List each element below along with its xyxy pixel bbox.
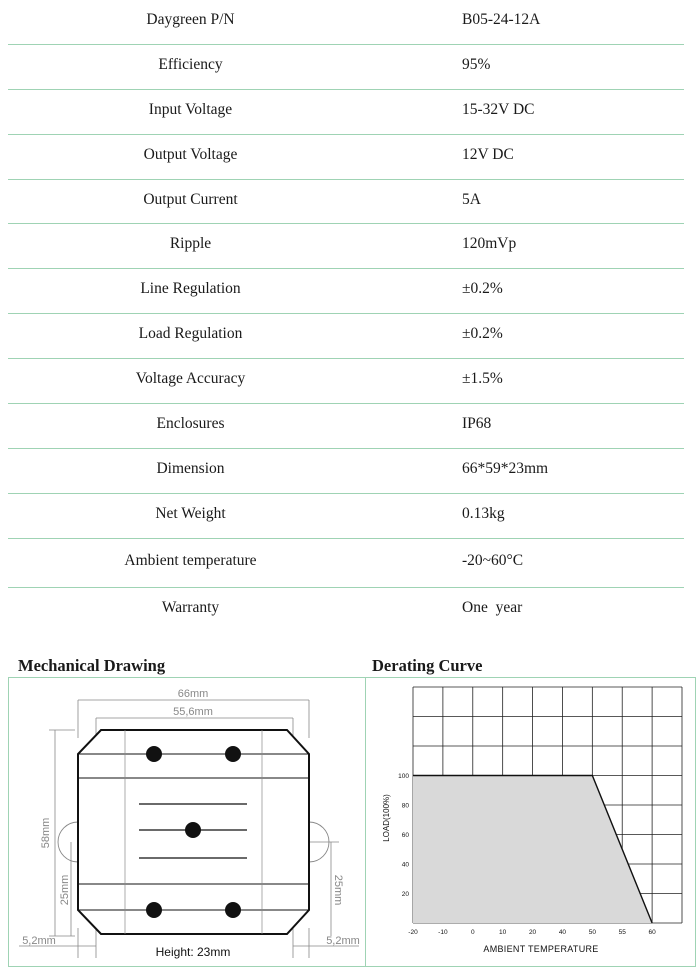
spec-value: 15-32V DC	[462, 100, 535, 118]
x-tick-label: 50	[588, 929, 596, 936]
derating-curve-panel	[365, 677, 696, 967]
spec-row	[8, 359, 684, 404]
height-note: Height: 23mm	[155, 945, 231, 959]
spec-label: Ripple	[169, 235, 212, 253]
y-tick-label: 40	[401, 861, 409, 869]
spec-label: Efficiency	[158, 55, 223, 73]
mechanical-drawing-panel	[8, 677, 366, 967]
spec-row	[8, 135, 684, 180]
spec-label: Output Current	[143, 190, 238, 208]
dim-edge-right: 5,2mm	[326, 935, 360, 947]
x-tick-label: 40	[558, 929, 567, 936]
x-tick-label: 0	[470, 929, 475, 936]
dim-height-total: 58mm	[40, 817, 52, 849]
derating-chart	[366, 678, 697, 968]
spec-value: 12V DC	[462, 145, 514, 163]
x-tick-label: -10	[438, 929, 448, 936]
spec-value: 120mVp	[462, 235, 517, 253]
spec-value: ±0.2%	[462, 280, 503, 298]
mechanical-drawing	[9, 678, 367, 968]
y-tick-label: 100	[398, 773, 409, 780]
spec-value: 0.13kg	[462, 504, 505, 522]
y-tick-labels	[398, 773, 409, 898]
spec-row	[8, 494, 684, 539]
spec-label: Line Regulation	[140, 280, 241, 298]
y-tick-label: 80	[401, 802, 409, 810]
spec-label: Output Voltage	[143, 145, 238, 163]
spec-row	[8, 588, 684, 633]
spec-value: 66*59*23mm	[462, 459, 549, 477]
spec-row	[8, 449, 684, 494]
spec-value: -20~60°C	[462, 551, 524, 569]
derating-area	[413, 776, 652, 924]
x-axis-label: AMBIENT TEMPERATURE	[483, 944, 599, 954]
spec-value: B05-24-12A	[462, 10, 541, 28]
y-tick-label: 60	[401, 832, 409, 839]
mechanical-drawing-title: Mechanical Drawing	[18, 656, 166, 675]
spec-label: Enclosures	[156, 414, 225, 432]
spec-value: 95%	[462, 55, 491, 73]
spec-label: Load Regulation	[138, 325, 243, 343]
spec-value: 5A	[462, 190, 481, 208]
spec-value: IP68	[462, 414, 492, 432]
dim-hole-right: 25mm	[332, 874, 344, 906]
spec-row	[8, 224, 684, 269]
spec-value: ±0.2%	[462, 325, 503, 343]
x-tick-label: -20	[408, 929, 418, 936]
derating-curve-title: Derating Curve	[372, 656, 483, 675]
spec-label: Net Weight	[155, 504, 226, 522]
spec-row	[8, 269, 684, 314]
spec-label: Warranty	[161, 598, 220, 616]
dim-hole-left: 25mm	[59, 874, 71, 906]
spec-row	[8, 90, 684, 135]
spec-table	[8, 0, 684, 633]
spec-row	[8, 404, 684, 449]
spec-label: Ambient temperature	[124, 551, 257, 569]
dim-edge-left: 5,2mm	[22, 935, 56, 947]
x-tick-label: 20	[528, 929, 537, 936]
spec-label: Dimension	[156, 459, 225, 477]
derating-fill	[413, 776, 652, 924]
x-tick-label: 60	[648, 929, 656, 936]
x-tick-label: 55	[618, 929, 626, 936]
dim-width-inner: 55,6mm	[173, 706, 213, 718]
spec-label: Input Voltage	[148, 100, 233, 118]
spec-row	[8, 0, 684, 45]
y-axis-label: LOAD(100%)	[382, 794, 391, 842]
spec-label: Daygreen P/N	[146, 10, 235, 28]
spec-label: Voltage Accuracy	[135, 369, 246, 387]
dim-width-outer: 66mm	[177, 688, 209, 700]
spec-row	[8, 45, 684, 90]
x-tick-labels	[408, 929, 656, 936]
x-tick-label: 10	[499, 929, 507, 936]
y-tick-label: 20	[401, 891, 409, 898]
spec-value: ±1.5%	[462, 369, 503, 387]
spec-value: One year	[462, 598, 523, 616]
spec-row	[8, 539, 684, 588]
spec-row	[8, 180, 684, 225]
spec-row	[8, 314, 684, 359]
